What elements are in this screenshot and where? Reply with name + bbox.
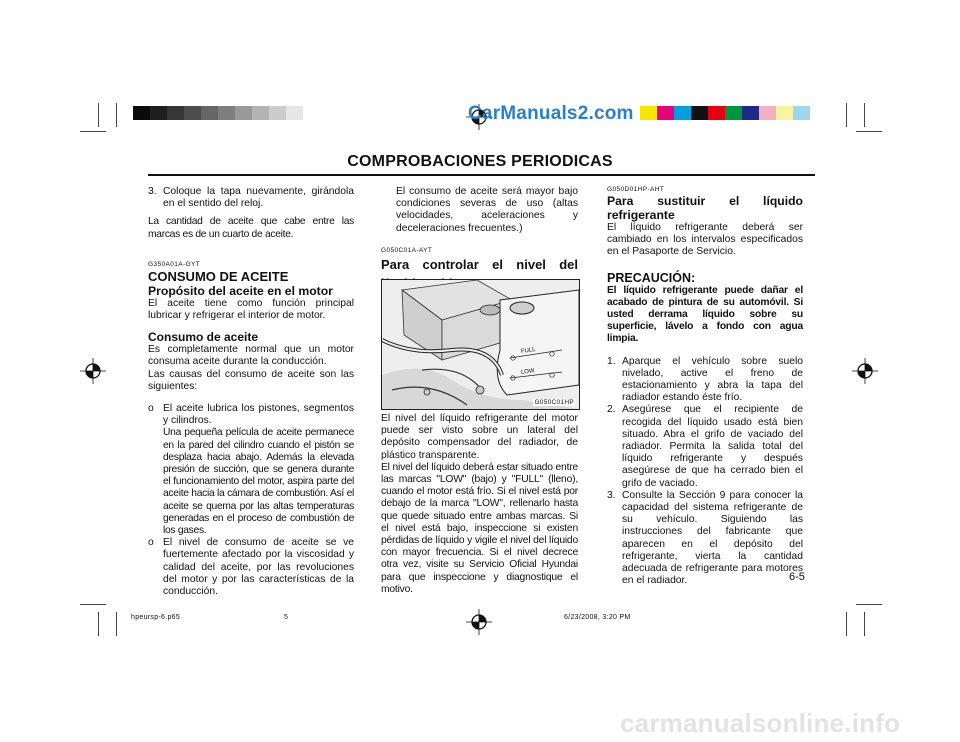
step-text: Asegúrese que el recipiente de recogida del líquido usado está bien situado. Abra el grifo de vaciado del radiador. Permita la salida total del líquido refrigerante y después asegúrese de que ha cerrado bien el grifo de vaciado. xyxy=(622,404,803,489)
step-number: 3. xyxy=(148,186,157,197)
step-item xyxy=(148,186,354,210)
capacity-text: La cantidad de aceite que cabe entre las marcas es de un cuarto de aceite. xyxy=(148,216,354,240)
bullet-title: El aceite lubrica los pistones, segmentos y cilindros. xyxy=(163,403,354,427)
footer-datetime: 6/23/2008, 3:20 PM xyxy=(564,614,631,621)
color-swatch xyxy=(776,106,793,120)
subheading: Propósito del aceite en el motor xyxy=(148,283,333,298)
watermark-bottom[interactable]: carmanualsonline.info xyxy=(620,708,901,738)
crop-mark xyxy=(864,103,865,127)
color-swatch xyxy=(708,106,725,120)
step-text: Aparque el vehículo sobre suelo nivelado, active el freno de estacionamiento y abra la tapa del radiador estando éste frío. xyxy=(622,355,803,404)
color-swatch xyxy=(674,106,691,120)
engine-bay-illustration xyxy=(382,280,579,409)
column-middle-body xyxy=(381,413,578,596)
step-text: Consulte la Sección 9 para conocer la capacidad del sistema refrigerante de su vehículo. Siguiendo las instrucciones del fabricante que aparecen en el depósito del refrigerante, vierta la cantidad adecuada de refrigerante para motores en el radiador. xyxy=(622,489,803,587)
full-mark-label: FULL xyxy=(520,347,537,355)
caution-text: El líquido refrigerante puede dañar el acabado de pintura de su automóvil. Si usted derrama líquido sobre su superficie, lávelo a fondo con agua limpia. xyxy=(607,284,803,345)
color-swatch xyxy=(286,106,303,120)
color-swatch xyxy=(269,106,286,120)
subheading: Consumo de aceite xyxy=(148,330,259,345)
color-swatch xyxy=(133,106,150,120)
color-swatch xyxy=(640,106,657,120)
section-heading: CONSUMO DE ACEITE xyxy=(148,268,289,284)
bullet-marker: o xyxy=(148,403,154,415)
footer-page: 5 xyxy=(284,614,289,621)
color-swatch xyxy=(235,106,252,120)
color-swatch xyxy=(167,106,184,120)
step-item xyxy=(607,404,803,489)
list-item xyxy=(148,537,354,598)
bullet-text: Una pequeña película de aceite permanece en la pared del cilindro cuando el pistón se desplaza hacia abajo. Además la elevada presión de succión, que se genera durante el funcionamiento del motor, aspira parte del aceite hacia la cámara de combustión. Así el aceite se quema por las altas temperaturas generadas en el proceso de combustión de los gases. xyxy=(163,427,354,537)
crop-mark xyxy=(98,612,99,636)
page-number: 6-5 xyxy=(789,571,805,583)
intro-text: El consumo de aceite será mayor bajo condiciones severas de uso (altas velocidades, aceleraciones y deceleraciones frecuentes.) xyxy=(396,186,578,234)
color-swatch xyxy=(184,106,201,120)
color-swatch xyxy=(691,106,708,120)
color-swatch xyxy=(150,106,167,120)
color-swatch xyxy=(201,106,218,120)
crop-mark xyxy=(98,103,99,127)
title-divider xyxy=(148,174,815,176)
figure-label: G050C01HP xyxy=(534,399,574,406)
column-middle xyxy=(381,186,578,293)
steps-list xyxy=(607,356,803,588)
crop-mark xyxy=(846,103,847,127)
watermark-top[interactable]: CarManuals2.com xyxy=(468,103,634,124)
consumo-text: Es completamente normal que un motor consuma aceite durante la conducción. xyxy=(148,344,354,368)
consumo-text: Las causas del consumo de aceite son las siguientes: xyxy=(148,368,354,392)
crop-mark xyxy=(116,103,117,127)
registration-mark-icon xyxy=(852,358,878,384)
body-text: El nivel del líquido deberá estar situado entre las marcas "LOW" (bajo) y "FULL" (lleno), cuando el motor está frío. Si el nivel está por debajo de la marca "LOW", rellenarlo hasta que quede situado entre ambas marcas. Si el nivel está bajo, inspeccione si existen pérdidas de líquido y vigile el nivel del líquido con mayor frecuencia. Si el nivel decrece otra vez, visite su Servicio Oficial Hyundai para que inspeccione y diagnostique el motivo. xyxy=(381,461,578,595)
column-right xyxy=(607,186,803,587)
color-swatch xyxy=(657,106,674,120)
step-number: 1. xyxy=(607,355,616,367)
section-code: G050C01A-AYT xyxy=(381,246,433,254)
low-mark-label: LOW xyxy=(520,368,536,376)
page-title: COMPROBACIONES PERIODICAS xyxy=(347,153,613,170)
bullet-marker: o xyxy=(148,537,154,549)
step-text: Coloque la tapa nuevamente, girándola en el sentido del reloj. xyxy=(163,186,354,210)
section-code: G350A01A-GYT xyxy=(148,260,201,268)
intro-text: El líquido refrigerante deberá ser cambiado en los intervalos especificados en el Pasaporte de Servicio. xyxy=(607,222,803,258)
crop-mark xyxy=(80,604,106,605)
step-item xyxy=(607,356,803,405)
step-number: 3. xyxy=(607,489,616,501)
crop-mark xyxy=(846,612,847,636)
crop-mark xyxy=(856,131,882,132)
step-number: 2. xyxy=(607,404,616,416)
registration-mark-icon xyxy=(466,609,492,635)
body-text: El nivel del líquido refrigerante del motor puede ser visto sobre un lateral del depósito compensador del radiador, de plástico transparente. xyxy=(381,413,578,461)
column-left xyxy=(148,186,354,598)
color-swatch xyxy=(252,106,269,120)
bullet-text: El nivel de consumo de aceite se ve fuertemente afectado por la viscosidad y calidad del aceite, por las revoluciones del motor y por las características de la conducción. xyxy=(163,537,354,598)
step-item xyxy=(607,490,803,588)
crop-mark xyxy=(856,604,882,605)
list-item xyxy=(148,403,354,537)
color-swatch xyxy=(793,106,810,120)
crop-mark xyxy=(116,612,117,636)
purpose-text: El aceite tiene como función principal lubricar y refrigerar el interior de motor. xyxy=(148,297,354,322)
crop-mark xyxy=(80,131,106,132)
footer-filename: hpeursp-6.p65 xyxy=(131,614,181,621)
coolant-reservoir-figure xyxy=(381,279,580,410)
caution-title: PRECAUCIÓN: xyxy=(607,270,696,285)
section-heading: Para controlar el nivel del xyxy=(381,256,578,272)
color-swatch xyxy=(218,106,235,120)
color-swatch xyxy=(725,106,742,120)
crop-mark xyxy=(864,612,865,636)
section-code: G050D01HP-AHT xyxy=(607,186,665,193)
color-swatch xyxy=(742,106,759,120)
registration-mark-icon xyxy=(80,358,106,384)
color-swatch xyxy=(759,106,776,120)
section-heading: Para sustituir el líquido refrigerante xyxy=(607,194,803,222)
